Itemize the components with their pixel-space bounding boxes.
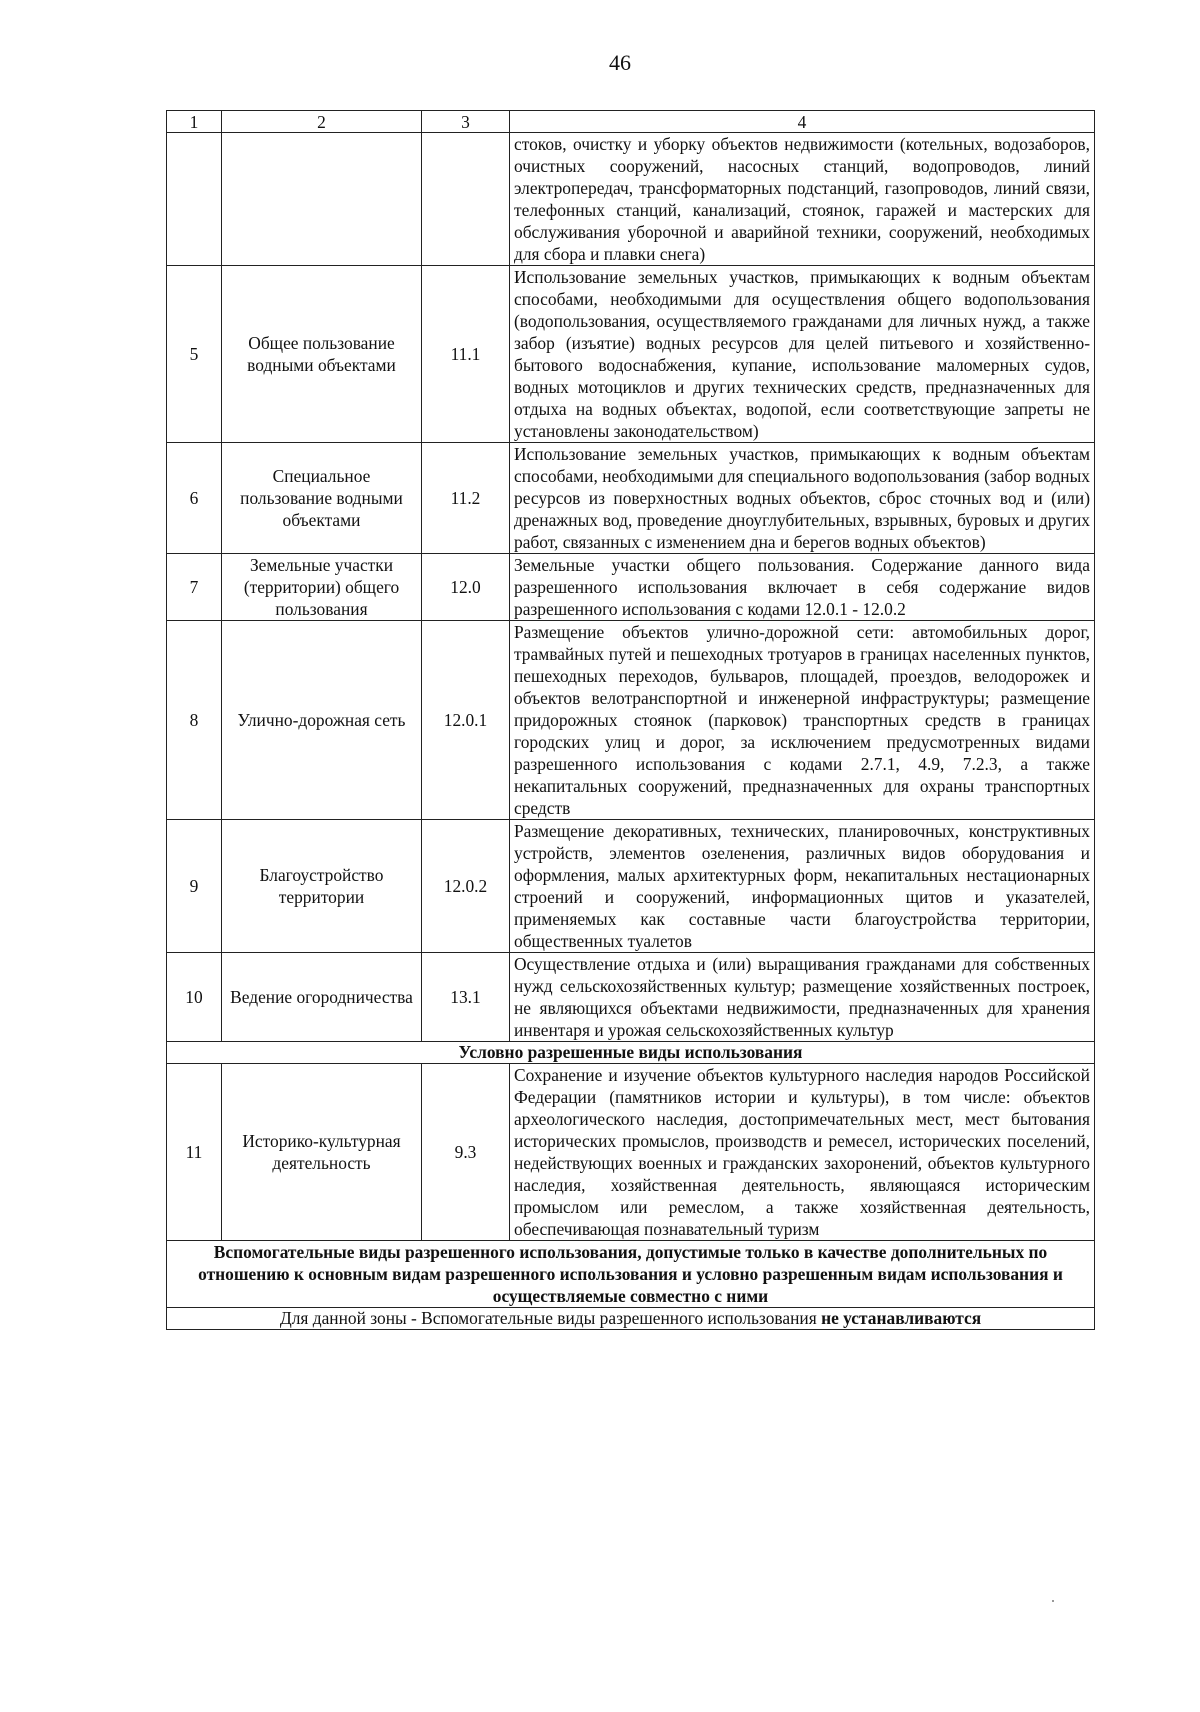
row-number: 10 — [167, 953, 222, 1042]
row-name: Ведение огородничества — [222, 953, 422, 1042]
row-code: 11.1 — [422, 266, 510, 443]
row-number: 7 — [167, 554, 222, 621]
row-number: 9 — [167, 820, 222, 953]
scan-speck — [1052, 1600, 1054, 1602]
row-code: 11.2 — [422, 443, 510, 554]
header-col-4: 4 — [510, 111, 1095, 133]
row-description: Использование земельных участков, примыкающих к водным объектам способами, необходимыми для специального водопользования (забор водных ресурсов из поверхностных водных объектов, сброс сточных вод и (или) дренажных вод, проведение дноуглубительных, взрывных, буровых и других работ, связанных с изменением дна и берегов водных объектов) — [510, 443, 1095, 554]
table-row — [167, 554, 1095, 621]
conditional-section-title: Условно разрешенные виды использования — [167, 1042, 1095, 1064]
table-row — [167, 820, 1095, 953]
row-name: Общее пользование водными объектами — [222, 266, 422, 443]
final-note-emphasis: не устанавливаются — [821, 1308, 982, 1328]
header-col-2: 2 — [222, 111, 422, 133]
page-number: 46 — [609, 50, 631, 75]
section-heading-row — [167, 1042, 1095, 1064]
row-code: 12.0.2 — [422, 820, 510, 953]
row-number: 11 — [167, 1064, 222, 1241]
row-name: Улично-дорожная сеть — [222, 621, 422, 820]
final-note-text: Для данной зоны - Вспомогательные виды разрешенного использования — [279, 1308, 822, 1328]
table-row-continuation — [167, 133, 1095, 266]
row-description: Размещение декоративных, технических, планировочных, конструктивных устройств, элементов озеленения, различных видов оборудования и оформления, малых архитектурных форм, некапитальных нестационарных строений и сооружений, информационных щитов и указателей, применяемых как составные части благоустройства территории, общественных туалетов — [510, 820, 1095, 953]
header-col-3: 3 — [422, 111, 510, 133]
row-description: стоков, очистку и уборку объектов недвижимости (котельных, водозаборов, очистных сооружений, насосных станций, водопроводов, линий электропередач, трансформаторных подстанций, газопроводов, линий связи, телефонных станций, канализаций, стоянок, гаражей и мастерских для обслуживания уборочной и аварийной техники, сооружений, необходимых для сбора и плавки снега) — [510, 133, 1095, 266]
section-heading-row — [167, 1241, 1095, 1308]
row-code: 12.0 — [422, 554, 510, 621]
row-description: Использование земельных участков, примыкающих к водным объектам способами, необходимыми для осуществления общего водопользования (водопользования, осуществляемого гражданами для личных нужд, а также забор (изъятие) водных ресурсов для целей питьевого и хозяйственно-бытового водоснабжения, купание, использование маломерных судов, водных мотоциклов и других технических средств, предназначенных для отдыха на водных объектах, водопой, если соответствующие запреты не установлены законодательством) — [510, 266, 1095, 443]
row-number: 5 — [167, 266, 222, 443]
row-description: Земельные участки общего пользования. Содержание данного вида разрешенного использования включает в себя содержание видов разрешенного использования с кодами 12.0.1 - 12.0.2 — [510, 554, 1095, 621]
land-use-table — [166, 110, 1095, 1330]
final-note-row — [167, 1308, 1095, 1330]
table-row — [167, 443, 1095, 554]
row-number: 6 — [167, 443, 222, 554]
row-number: 8 — [167, 621, 222, 820]
header-col-1: 1 — [167, 111, 222, 133]
row-name: Специальное пользование водными объектами — [222, 443, 422, 554]
row-name: Благоустройство территории — [222, 820, 422, 953]
row-code: 9.3 — [422, 1064, 510, 1241]
row-description: Осуществление отдыха и (или) выращивания гражданами для собственных нужд сельскохозяйственных культур; размещение хозяйственных построек, не являющихся объектами недвижимости, предназначенных для хранения инвентаря и урожая сельскохозяйственных культур — [510, 953, 1095, 1042]
table-row — [167, 266, 1095, 443]
row-description: Сохранение и изучение объектов культурного наследия народов Российской Федерации (памятников истории и культуры), в том числе: объектов археологического наследия, достопримечательных мест, мест бытования исторических промыслов, производств и ремесел, исторических поселений, недействующих военных и гражданских захоронений, объектов культурного наследия, хозяйственная деятельность, являющаяся историческим промыслом или ремеслом, а также хозяйственная деятельность, обеспечивающая познавательный туризм — [510, 1064, 1095, 1241]
row-code: 12.0.1 — [422, 621, 510, 820]
table-row — [167, 621, 1095, 820]
final-note — [167, 1308, 1095, 1330]
row-name: Земельные участки (территории) общего пользования — [222, 554, 422, 621]
table-row — [167, 953, 1095, 1042]
table-header-row — [167, 111, 1095, 133]
row-name: Историко-культурная деятельность — [222, 1064, 422, 1241]
row-code: 13.1 — [422, 953, 510, 1042]
table-row — [167, 1064, 1095, 1241]
auxiliary-section-title: Вспомогательные виды разрешенного использования, допустимые только в качестве дополнительных по отношению к основным видам разрешенного использования и условно разрешенным видам использования и осуществляемые совместно с ними — [167, 1241, 1095, 1308]
row-description: Размещение объектов улично-дорожной сети: автомобильных дорог, трамвайных путей и пешеходных тротуаров в границах населенных пунктов, пешеходных переходов, бульваров, площадей, проездов, велодорожек и объектов велотранспортной и инженерной инфраструктуры; размещение придорожных стоянок (парковок) транспортных средств в границах городских улиц и дорог, за исключением предусмотренных видами разрешенного использования с кодами 2.7.1, 4.9, 7.2.3, а также некапитальных сооружений, предназначенных для охраны транспортных средств — [510, 621, 1095, 820]
